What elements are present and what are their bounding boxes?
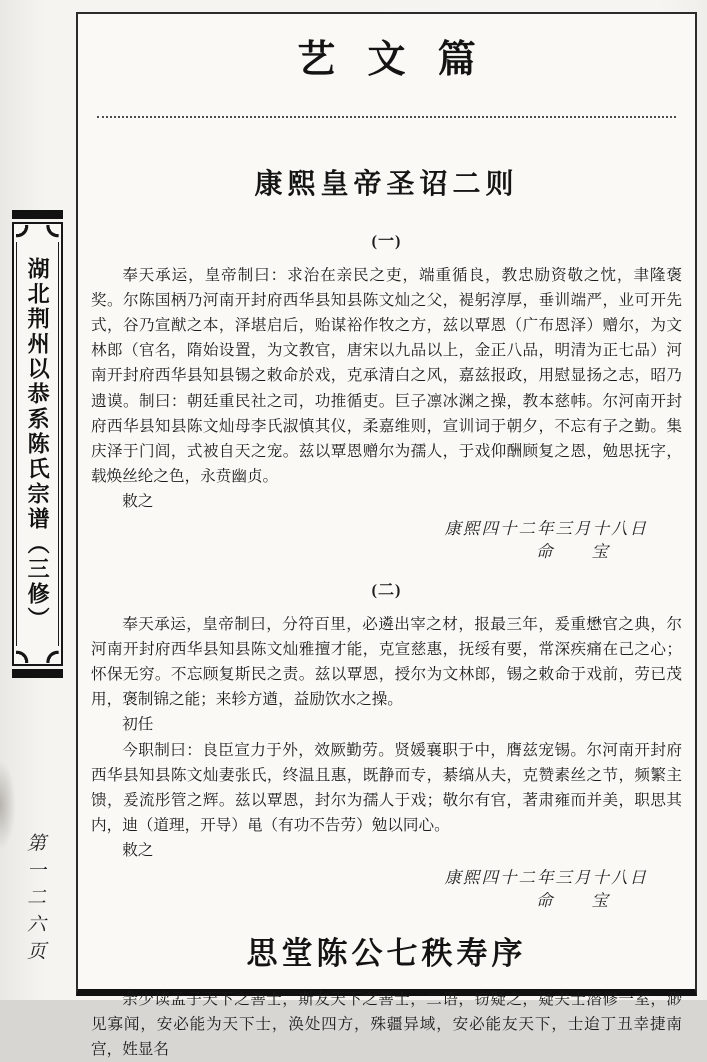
section-two-seal: 命 宝 bbox=[536, 890, 610, 910]
banner-frame bbox=[12, 222, 63, 666]
section-two-label: (二) bbox=[371, 581, 402, 599]
edicts-heading: 康熙皇帝圣诏二则 bbox=[254, 167, 519, 199]
section-two-body-part1: 奉天承运，皇帝制曰，分符百里，必遴出宰之材，报最三年，爰重懋官之典，尔河南开封府西华县知县陈文灿雅擅才能，克宣慈惠，抚绥有要，常深疾痛在己之心；怀保无穷。不忘顾复斯民之责。兹以覃恩，授尔为文林郎，锡之敕命于戏前，劳已茂用，褒制锦之能；来轸方遒，益励饮水之操。 bbox=[91, 615, 682, 709]
banner-text-column bbox=[16, 242, 59, 646]
section-two-subhead: 初任 bbox=[122, 716, 154, 734]
section-two-body-part2: 今职制曰：良臣宣力于外，效厥勤劳。贤媛襄职于中，膺兹宠锡。尔河南开封府西华县知县陈文灿妻张氏，终温且惠，既静而专，綦缟从夫，克赞素丝之节，频繁主馈，爰流彤管之辉。兹以覃恩，封尔为孺人于戏；敬尔有官，著肃雍而并美，职思其内，迪（道理，开导）黾（有功不告劳）勉以同心。 bbox=[91, 741, 682, 835]
essay-heading: 思堂陈公七秩寿序 bbox=[246, 935, 527, 971]
page-content bbox=[78, 14, 695, 1062]
genealogy-title-vertical: 湖北荆州以恭系陈氏宗谱（三修） bbox=[25, 256, 51, 632]
dotted-divider bbox=[97, 116, 676, 118]
page-frame bbox=[76, 12, 697, 1059]
section-one-date: 康熙四十二年三月十八日 bbox=[444, 518, 648, 538]
banner-bottom-cap bbox=[12, 667, 63, 678]
section-one-closing: 敕之 bbox=[122, 493, 154, 511]
page-number: 第一二六页 bbox=[24, 833, 45, 968]
sidebar-banner bbox=[12, 210, 63, 678]
chapter-title: 艺文篇 bbox=[297, 39, 509, 81]
section-one-body: 奉天承运，皇帝制曰：求治在亲民之吏，端重循良，教忠励资敬之忱，聿隆褒奖。尔陈国柄乃河南开封府西华县知县陈文灿之父，褆躬淳厚，垂训端严，业可开先式，谷乃宣猷之本，泽堪启后，贻谋裕作牧之方，兹以覃恩（广布恩泽）赠尔，为文林郎（官名，隋始设置，为文教官，唐宋以九品以上，金正八品，明清为正七品）河南开封府西华县知县锡之敕命於戏，克承清白之风，嘉兹报政，用慰显扬之志，昭乃遗谟。制曰：朝廷重民社之司，功推循吏。巨子凛冰渊之操，教本慈帏。尔河南开封府西华县知县陈文灿母李氏淑慎其仪，柔嘉维则，宣训词于朝夕，不忘有子之勤。集庆泽于门闾，式被自天之宠。兹以覃恩赠尔为孺人，于戏仰酬顾复之恩，勉思抚字，载焕丝纶之色，永贲幽贞。 bbox=[91, 266, 682, 486]
banner-ornament-top bbox=[16, 225, 59, 242]
section-two-date: 康熙四十二年三月十八日 bbox=[444, 867, 648, 887]
banner-top-cap bbox=[12, 210, 63, 221]
section-two-closing: 敕之 bbox=[122, 842, 154, 860]
essay-body: 余少读孟子天下之善士，斯友天下之善士，二语，窃疑之，疑夫士潜修一室，渺见寡闻，安必能为天下士，涣处四方，殊疆异域，安必能友天下，士迨丁丑幸捷南宫，姓显名 bbox=[91, 990, 682, 1059]
section-one-seal: 命 宝 bbox=[536, 541, 610, 561]
section-one-label: (一) bbox=[371, 232, 402, 250]
scan-smudge bbox=[0, 760, 16, 850]
banner-ornament-bottom bbox=[16, 646, 59, 663]
